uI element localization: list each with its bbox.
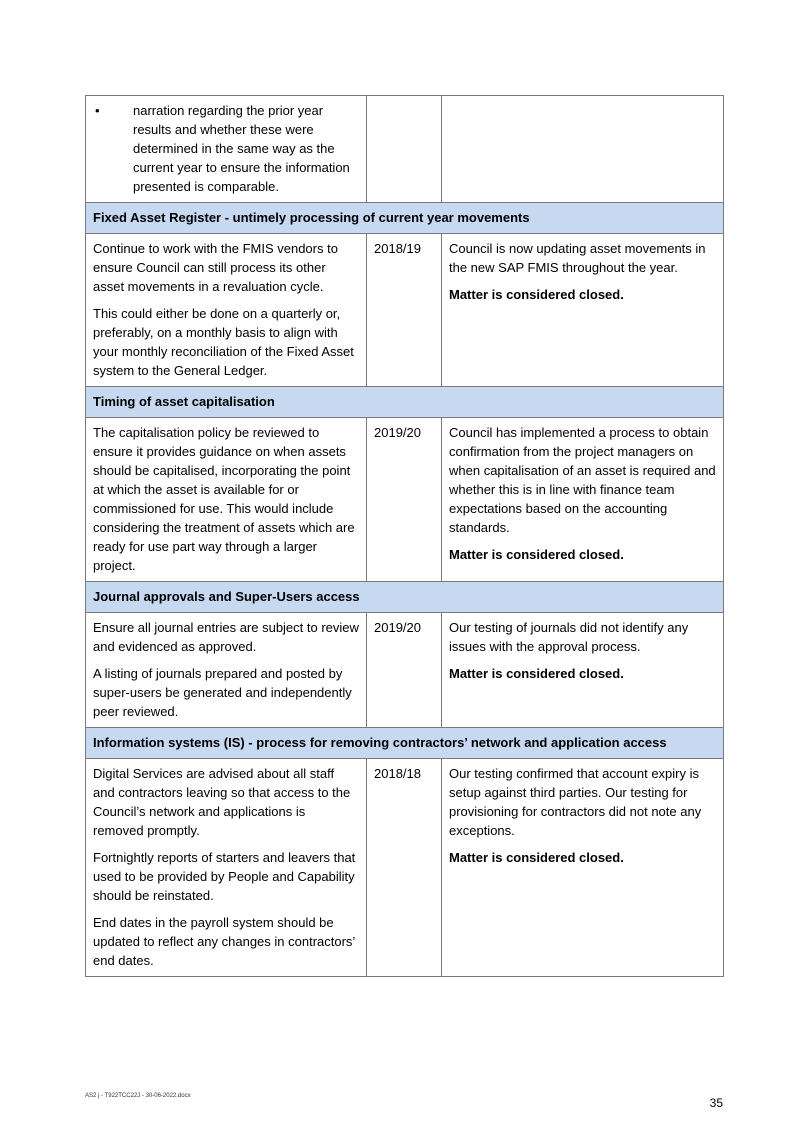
continuation-row bbox=[86, 96, 724, 203]
conclusion-text: Matter is considered closed. bbox=[449, 547, 624, 562]
year-cell bbox=[367, 96, 442, 203]
recommendation-paragraph: Continue to work with the FMIS vendors to ensure Council can still process its other asset movements in a revaluation cycle. bbox=[93, 241, 338, 294]
recommendation-paragraph: The capitalisation policy be reviewed to ensure it provides guidance on when assets should be capitalised, incorporating the point at which the asset is available for or commissioned for use. This would include considering the treatment of assets which are ready for use part way through a larger project. bbox=[93, 425, 355, 573]
section-body-row bbox=[86, 759, 724, 977]
section-heading: Information systems (IS) - process for removing contractors’ network and application access bbox=[86, 728, 724, 759]
status-cell bbox=[442, 759, 724, 977]
section-heading: Journal approvals and Super-Users access bbox=[86, 582, 724, 613]
section-heading-row bbox=[86, 387, 724, 418]
bullet-text: narration regarding the prior year results and whether these were determined in the same way as the current year to ensure the information presented is comparable. bbox=[133, 103, 350, 194]
section-body-row bbox=[86, 613, 724, 728]
recommendation-cell bbox=[86, 418, 367, 582]
recommendation-paragraph: Digital Services are advised about all staff and contractors leaving so that access to the Council’s network and applications is removed promptly. bbox=[93, 766, 351, 838]
recommendations-table bbox=[85, 95, 724, 977]
bullet-symbol: • bbox=[95, 103, 100, 118]
document-reference: AS2 j - T922TCC22J - 30-06-2022.docx bbox=[85, 1093, 191, 1099]
recommendation-cell bbox=[86, 234, 367, 387]
status-cell bbox=[442, 234, 724, 387]
recommendation-cell bbox=[86, 96, 367, 203]
recommendation-cell bbox=[86, 759, 367, 977]
status-cell bbox=[442, 418, 724, 582]
recommendation-paragraph: End dates in the payroll system should be updated to reflect any changes in contractors’ end dates. bbox=[93, 915, 355, 968]
status-cell bbox=[442, 613, 724, 728]
section-heading-row bbox=[86, 203, 724, 234]
status-cell bbox=[442, 96, 724, 203]
year-cell: 2018/18 bbox=[367, 759, 442, 977]
recommendation-paragraph: Ensure all journal entries are subject to review and evidenced as approved. bbox=[93, 620, 359, 654]
year-cell: 2019/20 bbox=[367, 418, 442, 582]
status-text: Our testing of journals did not identify any issues with the approval process. bbox=[449, 620, 689, 654]
year-cell: 2018/19 bbox=[367, 234, 442, 387]
status-text: Our testing confirmed that account expiry is setup against third parties. Our testing for provisioning for contractors did not note any exceptions. bbox=[449, 766, 702, 838]
status-text: Council is now updating asset movements in the new SAP FMIS throughout the year. bbox=[449, 241, 706, 275]
conclusion-text: Matter is considered closed. bbox=[449, 666, 624, 681]
section-heading: Timing of asset capitalisation bbox=[86, 387, 724, 418]
bullet-item bbox=[93, 101, 359, 196]
section-heading: Fixed Asset Register - untimely processing of current year movements bbox=[86, 203, 724, 234]
section-body-row bbox=[86, 234, 724, 387]
recommendation-paragraph: This could either be done on a quarterly or, preferably, on a monthly basis to align with your monthly reconciliation of the Fixed Asset system to the General Ledger. bbox=[93, 306, 354, 378]
conclusion-text: Matter is considered closed. bbox=[449, 850, 624, 865]
status-text: Council has implemented a process to obtain confirmation from the project managers on when capitalisation of an asset is required and whether this is in line with finance team expectations based on the accounting standards. bbox=[449, 425, 716, 535]
conclusion-text: Matter is considered closed. bbox=[449, 287, 624, 302]
section-heading-row bbox=[86, 728, 724, 759]
section-heading-row bbox=[86, 582, 724, 613]
year-cell: 2019/20 bbox=[367, 613, 442, 728]
section-body-row bbox=[86, 418, 724, 582]
recommendation-paragraph: Fortnightly reports of starters and leavers that used to be provided by People and Capability should be reinstated. bbox=[93, 850, 356, 903]
recommendation-paragraph: A listing of journals prepared and posted by super-users be generated and independently peer reviewed. bbox=[93, 666, 352, 719]
recommendation-cell bbox=[86, 613, 367, 728]
page-number: 35 bbox=[709, 1096, 723, 1110]
